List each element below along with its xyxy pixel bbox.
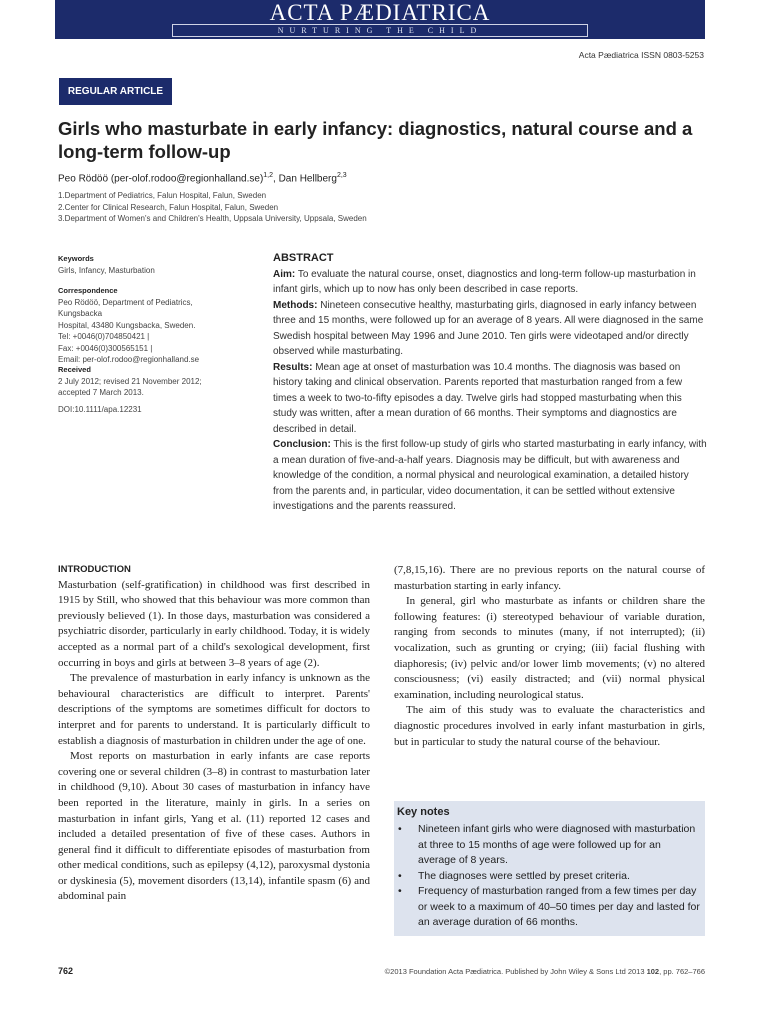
intro-paragraph: The prevalence of masturbation in early infancy is unknown as the behavioural characteristics are difficult to interpret. Parents' descriptions of the symptoms are sometimes difficult for doctors to interpret and for parents to understand. It is particularly difficult to establish a diagnosis of masturbation in children under the age of one. (58, 672, 370, 747)
methods-label: Methods: (273, 299, 318, 311)
key-note-text: The diagnoses were settled by preset criteria. (418, 869, 630, 882)
affiliation: 1.Department of Pediatrics, Falun Hospital, Falun, Sweden (58, 191, 267, 200)
intro-right-column (394, 563, 705, 750)
copyright-text: ©2013 Foundation Acta Pædiatrica. Published by John Wiley & Sons Ltd 2013 (384, 967, 647, 976)
received-line: 2 July 2012; revised 21 November 2012; (58, 376, 202, 386)
aim-label: Aim: (273, 268, 296, 280)
intro-paragraph: In general, girl who masturbate as infants or children share the following features: (i) stereotyped behaviour of variable duration, ranging from seconds to minutes (many, if not interrupted); (ii) vocalization, such as grunting or crying; (iii) facial flushing with diaphoresis; (iv) pelvic and/or lower limb movements; (v) no altered consciousness; (vi) easily distracted; and (vii) normal physical examination, including neurological status. (394, 595, 705, 701)
received-heading: Received (58, 365, 91, 374)
author-1[interactable]: Peo Rödöö (per-olof.rodoo@regionhalland.se) (58, 173, 264, 185)
correspondence-email[interactable]: Email: per-olof.rodoo@regionhalland.se (58, 355, 200, 364)
bullet-icon: • (398, 885, 402, 897)
intro-paragraph: (7,8,15,16). There are no previous reports on the natural course of masturbation starting in early infancy. (394, 564, 705, 592)
journal-tagline: NURTURING THE CHILD (172, 24, 588, 37)
correspondence-line: Fax: +0046(0)300565151 | (58, 343, 153, 353)
abstract (273, 251, 707, 515)
key-notes-list (394, 822, 705, 931)
abstract-results (273, 360, 707, 438)
author-2: Dan Hellberg (278, 173, 337, 185)
intro-heading: INTRODUCTION (58, 564, 131, 575)
author-separator: , (273, 173, 279, 185)
intro-paragraph: Masturbation (self-gratification) in childhood was first described in 1915 by Still, who showed that this behaviour was more common than previously believed (1). In those days, masturbation was considered a psychiatric disorder, particularly in early childhood. Today, it is widely accepted as a normal part of a child's sexological development, first occurring in boys and girls at between 3–8 years of age (2). (58, 578, 370, 669)
correspondence-heading: Correspondence (58, 286, 118, 295)
key-notes-box (394, 801, 705, 936)
journal-name: ACTA PÆDIATRICA (269, 0, 491, 25)
affiliations (58, 190, 367, 225)
results-label: Results: (273, 361, 313, 373)
keywords-block (58, 253, 238, 276)
intro-paragraph: Most reports on masturbation in early infants are case reports covering one or several children (3–8) in contrast to masturbation later in childhood (9,10). About 30 cases of masturbation in infancy have been reported in the literature, mainly in girls. In a series on masturbation in infant girls, Yang et al. (11) reported 12 cases and included a detailed presentation of five of these cases. Authors in general find it difficult to differentiate episodes of masturbation from other medical conditions, such as epilepsy (4,12), paroxysmal dystonia or dyskinesia (5), movement disorders (13,14), infantile spasm (6) and abdominal pain (58, 750, 370, 903)
page-range: , pp. 762–766 (659, 967, 705, 976)
footer-copyright (385, 967, 705, 976)
abstract-conclusion (273, 437, 707, 515)
page-number: 762 (58, 966, 74, 976)
keywords-heading: Keywords (58, 254, 94, 263)
key-notes-heading: Key notes (397, 806, 450, 818)
correspondence-block (58, 285, 238, 366)
author-1-sup: 1,2 (263, 172, 274, 179)
authors (58, 172, 347, 184)
intro-left-column (58, 562, 370, 905)
key-note-item (394, 869, 705, 885)
author-2-sup: 2,3 (336, 172, 347, 179)
key-note-text: Frequency of masturbation ranged from a few times per day or week to a maximum of 40–50 times per day and lasted for an average duration of 66 months. (418, 885, 700, 928)
doi[interactable]: DOI:10.1111/apa.12231 (58, 405, 142, 414)
bullet-icon: • (398, 823, 402, 835)
key-note-item (394, 822, 705, 869)
article-title: Girls who masturbate in early infancy: diagnostics, natural course and a long-term follow-up (58, 118, 693, 162)
article-type-badge: REGULAR ARTICLE (59, 78, 172, 105)
journal-banner (55, 0, 705, 39)
correspondence-line: Hospital, 43480 Kungsbacka, Sweden. (58, 320, 196, 330)
received-block (58, 364, 238, 399)
methods-text: Nineteen consecutive healthy, masturbating girls, diagnosed in early infancy between three and 15 months, were followed up for an average of 8 years. All were diagnosed in the same Swedish hospital between May 1996 and June 2010. Ten girls were videotaped and/or directly observed while masturbating. (273, 299, 704, 357)
results-text: Mean age at onset of masturbation was 10.4 months. The diagnosis was based on history taking and clinical observation. Parents reported that masturbation ranged from a few times a week to two-to-fifty episodes a day. Twelve girls had stopped masturbating when this study was written, after a mean duration of 66 months. Their symptoms and diagnostics are described in detail. (273, 361, 683, 435)
affiliation: 3.Department of Women's and Children's Health, Uppsala University, Uppsala, Sweden (58, 214, 367, 223)
affiliation: 2.Center for Clinical Research, Falun Hospital, Falun, Sweden (58, 202, 279, 212)
key-note-item (394, 884, 705, 931)
bullet-icon: • (398, 869, 402, 882)
received-line: accepted 7 March 2013. (58, 388, 144, 397)
abstract-methods (273, 298, 707, 360)
volume-number: 102 (646, 967, 660, 976)
keywords: Girls, Infancy, Masturbation (58, 265, 155, 275)
issn: Acta Pædiatrica ISSN 0803-5253 (578, 50, 704, 60)
key-note-text: Nineteen infant girls who were diagnosed with masturbation at three to 15 months of age were followed up for an average of 8 years. (418, 823, 696, 866)
correspondence-line: Tel: +0046(0)704850421 | (58, 332, 150, 341)
correspondence-line: Peo Rödöö, Department of Pediatrics, Kungsbacka (58, 297, 193, 318)
abstract-aim (273, 267, 707, 298)
conclusion-label: Conclusion: (273, 439, 331, 450)
intro-paragraph: The aim of this study was to evaluate the characteristics and diagnostic procedures involved in early infant masturbation in girls, but in particular to study the natural course of the behaviour. (394, 704, 705, 748)
conclusion-text: This is the first follow-up study of girls who started masturbating in early infancy, with a mean duration of five-and-a-half years. Diagnosis may be difficult, but with awareness and knowledge of the condition, a normal physical and neurological examination, a detailed history from the parents and, in particular, video documentation, it can be settled without extensive investigations and the parents reassured. (273, 439, 707, 512)
abstract-heading: ABSTRACT (273, 252, 334, 264)
aim-text: To evaluate the natural course, onset, diagnostics and long-term follow-up masturbation in infant girls, which up to now has only been described in case reports. (273, 268, 696, 295)
